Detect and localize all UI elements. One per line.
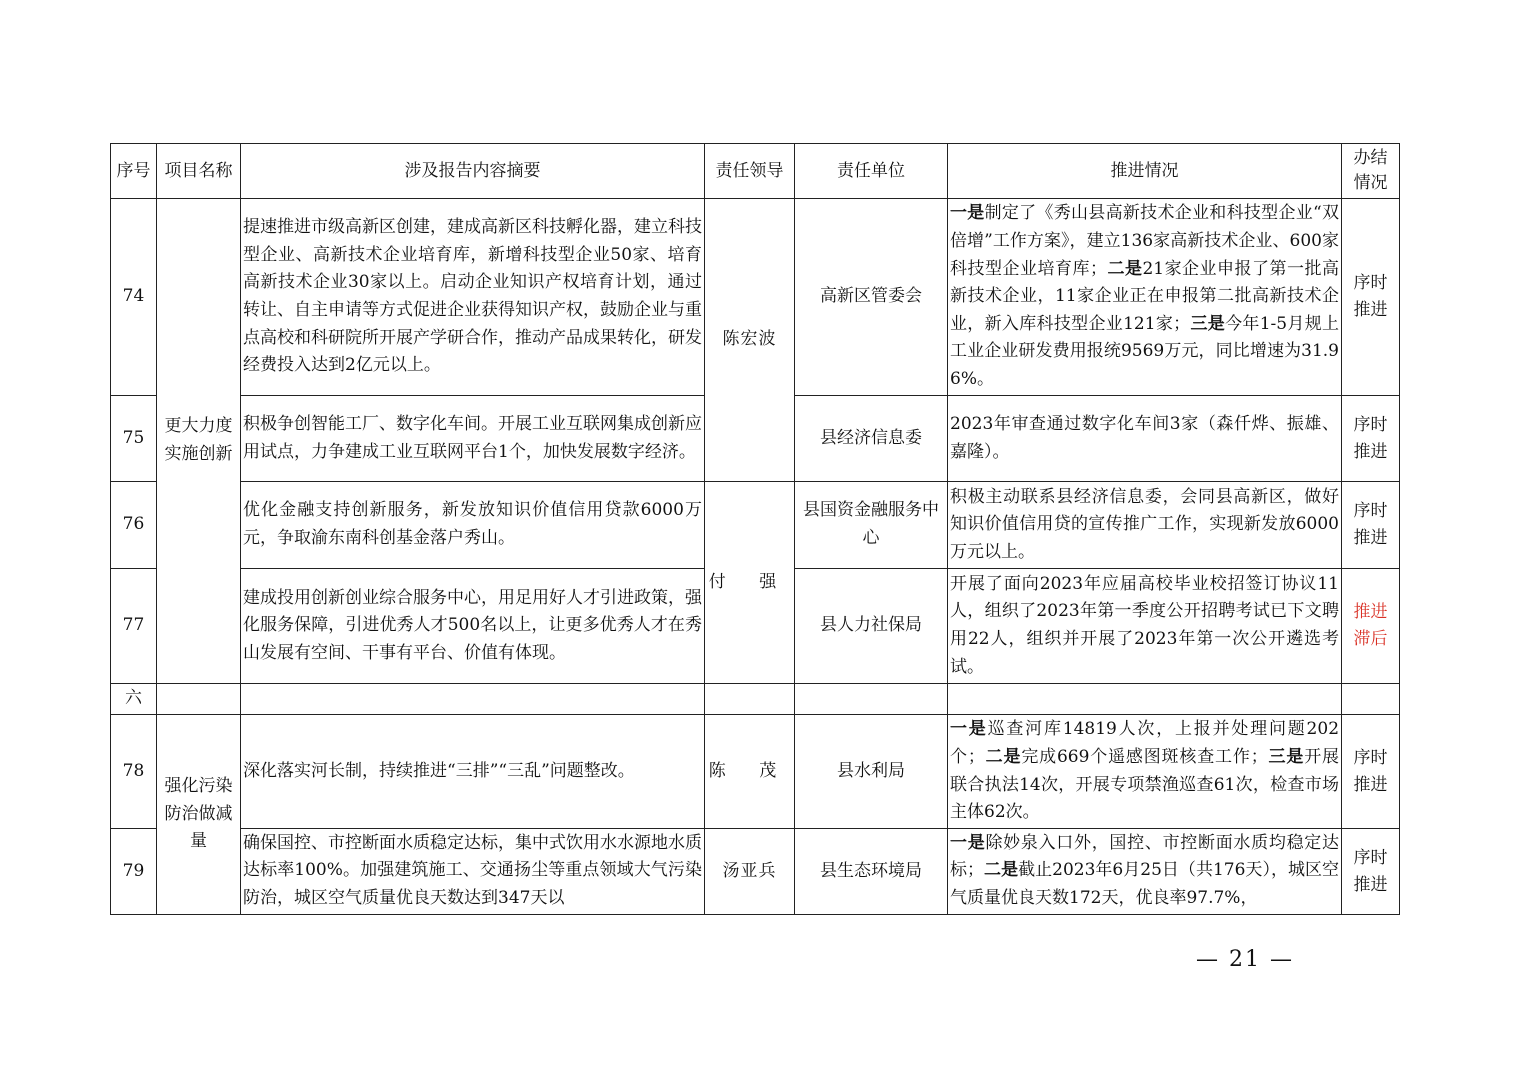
progress-text: 巡查河库14819人次，上报并处理问题202个；	[950, 719, 1340, 767]
header-project: 项目名称	[157, 144, 241, 199]
progress-text: 除妙泉入口外，国控、市控断面水质均稳定达标；	[950, 832, 1339, 881]
row-seq: 77	[111, 569, 157, 684]
row-progress: 2023年审查通过数字化车间3家（森仟烨、振雄、嘉隆）。	[948, 396, 1342, 482]
row-progress: 开展了面向2023年应届高校毕业校招签订协议11人，组织了2023年第一季度公开招聘考试已下文聘用22人，组织并开展了2023年第一次公开遴选考试。	[948, 569, 1342, 684]
progress-marker: 三是	[1267, 746, 1305, 767]
progress-text: 21家企业申报了第一批高新技术企业，11家企业正在申报第二批高新技术企业，新入库科技型企业121家；	[950, 258, 1340, 334]
section-cell	[157, 684, 241, 715]
header-seq: 序号	[111, 144, 157, 199]
progress-marker: 二是	[1106, 258, 1143, 279]
row-seq: 78	[111, 715, 157, 829]
row-leader: 汤亚兵	[705, 829, 795, 915]
row-seq: 79	[111, 829, 157, 915]
project-group-pollution: 强化污染防治做减量	[157, 715, 241, 915]
progress-text: 截止2023年6月25日（共176天），城区空气质量优良天数172天，优良率97.7%，	[950, 860, 1339, 908]
row-summary: 优化金融支持创新服务，新发放知识价值信用贷款6000万元，争取渝东南科创基金落户秀山。	[241, 482, 705, 569]
row-progress	[948, 715, 1342, 829]
progress-clip	[950, 830, 1339, 914]
page-number: — 21 —	[1196, 947, 1294, 972]
progress-marker: 一是	[950, 203, 985, 224]
row-summary: 深化落实河长制，持续推进“三排”“三乱”问题整改。	[241, 715, 705, 829]
row-progress	[948, 199, 1342, 396]
progress-marker: 二是	[984, 860, 1019, 881]
row-summary	[241, 829, 705, 915]
section-cell	[241, 684, 705, 715]
progress-text: 今年1-5月规上工业企业研发费用报统9569万元，同比增速为31.96%。	[950, 313, 1340, 389]
status-badge: 序时推进	[1342, 396, 1400, 482]
row-unit: 高新区管委会	[795, 199, 948, 396]
row-progress	[948, 829, 1342, 915]
progress-table	[110, 143, 1400, 915]
row-summary: 积极争创智能工厂、数字化车间。开展工业互联网集成创新应用试点，力争建成工业互联网平台1个，加快发展数字经济。	[241, 396, 705, 482]
section-row	[111, 684, 1400, 715]
section-cell	[705, 684, 795, 715]
status-badge: 序时推进	[1342, 199, 1400, 396]
status-badge: 序时推进	[1342, 482, 1400, 569]
progress-text: 开展联合执法14次，开展专项禁渔巡查61次，检查市场主体62次。	[950, 746, 1340, 823]
summary-clip: 确保国控、市控断面水质稳定达标，集中式饮用水水源地水质达标率100%。加强建筑施工、交通扬尘等重点领域大气污染防治，城区空气质量优良天数达到347天以	[243, 832, 702, 908]
header-progress: 推进情况	[948, 144, 1342, 199]
header-status: 办结情况	[1342, 144, 1400, 199]
progress-marker: 二是	[984, 746, 1022, 767]
row-unit: 县水利局	[795, 715, 948, 829]
row-unit: 县生态环境局	[795, 829, 948, 915]
progress-marker: 三是	[1190, 313, 1226, 334]
header-unit: 责任单位	[795, 144, 948, 199]
progress-text: 完成669个遥感图斑核查工作；	[1021, 746, 1268, 767]
table-header-row	[111, 144, 1400, 199]
status-badge: 序时推进	[1342, 829, 1400, 915]
leader-fu-qiang: 付 强	[705, 482, 795, 684]
row-seq: 74	[111, 199, 157, 396]
status-badge-late: 推进滞后	[1342, 569, 1400, 684]
row-summary: 建成投用创新创业综合服务中心，用足用好人才引进政策，强化服务保障，引进优秀人才500名以上，让更多优秀人才在秀山发展有空间、干事有平台、价值有体现。	[241, 569, 705, 684]
row-leader: 陈 茂	[705, 715, 795, 829]
table-row	[111, 482, 1400, 569]
header-leader: 责任领导	[705, 144, 795, 199]
row-unit: 县国资金融服务中心	[795, 482, 948, 569]
row-progress: 积极主动联系县经济信息委，会同县高新区，做好知识价值信用贷的宣传推广工作，实现新发放6000万元以上。	[948, 482, 1342, 569]
section-label: 六	[111, 684, 157, 715]
row-unit: 县人力社保局	[795, 569, 948, 684]
table-row	[111, 715, 1400, 829]
header-summary: 涉及报告内容摘要	[241, 144, 705, 199]
table-row	[111, 199, 1400, 396]
section-cell	[948, 684, 1342, 715]
row-unit: 县经济信息委	[795, 396, 948, 482]
row-summary: 提速推进市级高新区创建，建成高新区科技孵化器，建立科技型企业、高新技术企业培育库，新增科技型企业50家、培育高新技术企业30家以上。启动企业知识产权培育计划，通过转让、自主申请等方式促进企业获得知识产权，鼓励企业与重点高校和科研院所开展产学研合作，推动产品成果转化，研发经费投入达到2亿元以上。	[241, 199, 705, 396]
section-cell	[795, 684, 948, 715]
row-seq: 75	[111, 396, 157, 482]
row-seq: 76	[111, 482, 157, 569]
status-badge: 序时推进	[1342, 715, 1400, 829]
project-group-innovation: 更大力度实施创新	[157, 199, 241, 684]
leader-chen-hongbo: 陈宏波	[705, 199, 795, 482]
table-row	[111, 829, 1400, 915]
progress-text: 制定了《秀山县高新技术企业和科技型企业“双倍增”工作方案》，建立136家高新技术企业、600家科技型企业培育库；	[950, 203, 1339, 279]
section-cell	[1342, 684, 1400, 715]
progress-marker: 一是	[950, 832, 986, 853]
progress-marker: 一是	[950, 719, 988, 740]
